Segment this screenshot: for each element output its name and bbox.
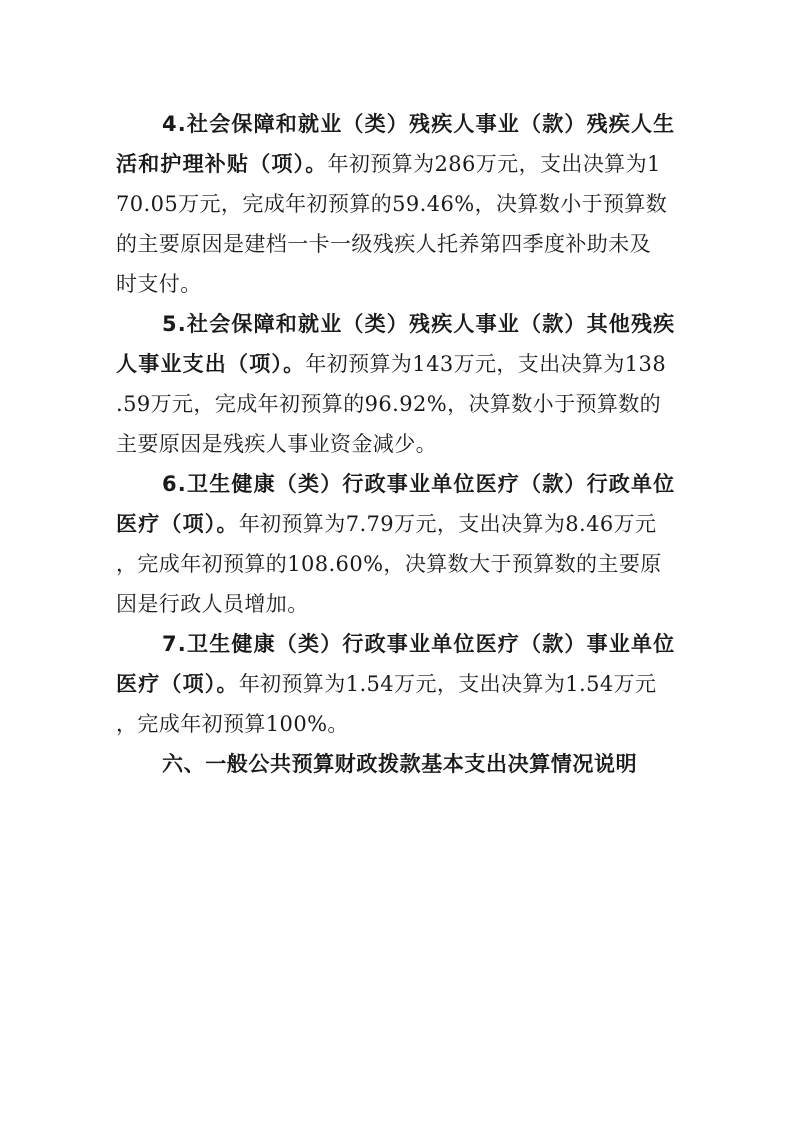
paragraph-line	[116, 184, 686, 224]
item-title: 6.卫生健康（类）行政事业单位医疗（款）行政单位	[162, 472, 676, 496]
paragraph-line	[116, 304, 686, 344]
item-text: 年初预算为7.79万元，支出决算为8.46万元	[238, 512, 657, 536]
paragraph-item-4	[116, 104, 686, 304]
item-text: 的主要原因是建档一卡一级残疾人托养第四季度补助未及	[116, 232, 651, 256]
item-text: 主要原因是残疾人事业资金减少。	[116, 432, 437, 456]
item-title: 4.社会保障和就业（类）残疾人事业（款）残疾人生	[162, 112, 676, 136]
paragraph-item-7	[116, 624, 686, 744]
item-text: 年初预算为143万元，支出决算为138	[305, 352, 667, 376]
item-title: 医疗（项）。	[116, 672, 239, 696]
paragraph-line	[116, 264, 686, 304]
paragraph-line	[116, 344, 686, 384]
item-text: 时支付。	[116, 272, 202, 296]
section-heading: 六、一般公共预算财政拨款基本支出决算情况说明	[162, 752, 638, 776]
paragraph-line	[116, 704, 686, 744]
paragraph-line	[116, 544, 686, 584]
paragraph-line	[116, 104, 686, 144]
item-title: 5.社会保障和就业（类）残疾人事业（款）其他残疾	[162, 312, 676, 336]
item-text: 年初预算为1.54万元，支出决算为1.54万元	[238, 672, 657, 696]
item-title: 人事业支出（项）。	[116, 352, 306, 376]
paragraph-item-6	[116, 464, 686, 624]
item-text: 因是行政人员增加。	[116, 592, 309, 616]
paragraph-line	[116, 224, 686, 264]
paragraph-line	[116, 144, 686, 184]
paragraph-line	[116, 584, 686, 624]
paragraph-line	[116, 384, 686, 424]
item-text: ，完成年初预算的108.60%，决算数大于预算数的主要原	[116, 552, 662, 576]
item-title: 活和护理补贴（项）。	[116, 152, 328, 176]
paragraph-item-5	[116, 304, 686, 464]
item-text: ，完成年初预算100%。	[116, 712, 349, 736]
paragraph-line	[116, 624, 686, 664]
item-text: .59万元，完成年初预算的96.92%，决算数小于预算数的	[116, 392, 662, 416]
document-page	[116, 104, 686, 784]
item-text: 70.05万元，完成年初预算的59.46%，决算数小于预算数	[116, 192, 668, 216]
item-title: 7.卫生健康（类）行政事业单位医疗（款）事业单位	[162, 632, 676, 656]
paragraph-line	[116, 664, 686, 704]
paragraph-line	[116, 464, 686, 504]
item-title: 医疗（项）。	[116, 512, 239, 536]
paragraph-line	[116, 424, 686, 464]
item-text: 年初预算为286万元，支出决算为1	[327, 152, 661, 176]
paragraph-line	[116, 504, 686, 544]
